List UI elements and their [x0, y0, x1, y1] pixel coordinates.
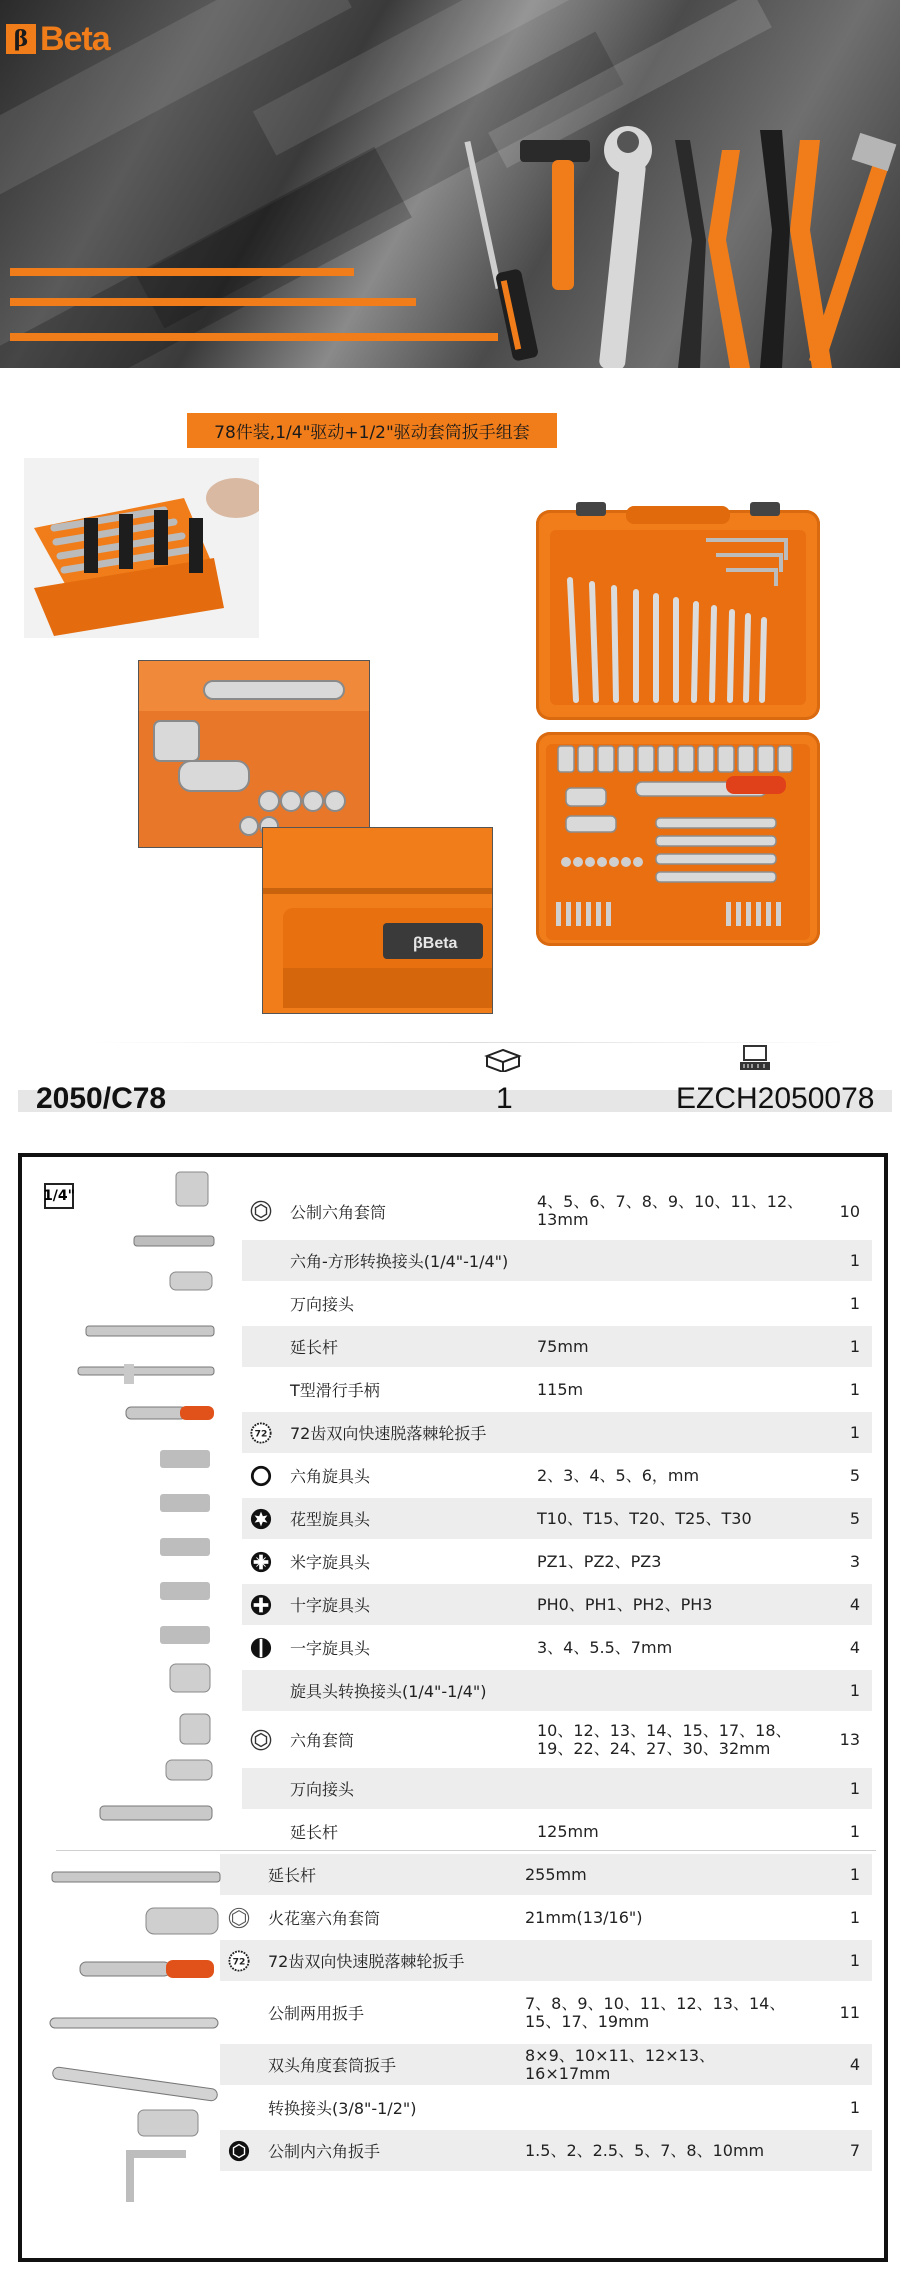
row-size	[537, 1412, 807, 1453]
row-size: 115m	[537, 1379, 584, 1399]
row-size	[537, 1768, 807, 1809]
row-size: 8×9、10×11、12×13、16×17mm	[525, 2045, 716, 2083]
row-name: 六角套筒	[290, 1731, 355, 1750]
row-size	[537, 1283, 807, 1324]
row-name: 公制两用扳手	[268, 2004, 365, 2023]
row-name: 万向接头	[290, 1780, 355, 1799]
row-size	[537, 1670, 807, 1711]
socket-half-thumb	[180, 1714, 210, 1744]
converter-thumb	[138, 2110, 198, 2136]
spark-socket-icon	[228, 1907, 250, 1929]
pozi-bit-icon	[250, 1551, 272, 1573]
table-row	[220, 1940, 872, 1981]
hand-tools-illustration	[460, 120, 900, 368]
table-row	[242, 1811, 872, 1852]
72-tooth-icon	[250, 1422, 272, 1444]
row-quantity: 10	[839, 1201, 860, 1221]
table-row	[220, 1897, 872, 1938]
row-name: 公制内六角扳手	[268, 2142, 381, 2161]
row-name: 旋具头转换接头(1/4"-1/4")	[290, 1682, 487, 1701]
row-quantity: 3	[849, 1552, 860, 1571]
universal-joint-half-thumb	[166, 1760, 212, 1780]
row-name: 万向接头	[290, 1295, 355, 1314]
row-size: 4、5、6、7、8、9、10、11、12、13mm	[537, 1192, 804, 1229]
row-quantity: 4	[849, 1638, 860, 1657]
hex-socket-icon	[250, 1200, 272, 1222]
72-tooth-icon	[228, 1950, 250, 1972]
table-row	[220, 1854, 872, 1895]
row-quantity: 1	[849, 2098, 860, 2117]
hex-bit-icon	[250, 1465, 272, 1487]
adapter-thumb	[134, 1236, 214, 1246]
row-size: 10、12、13、14、15、17、18、19、22、24、27、30、32mm	[537, 1720, 792, 1758]
hex-key-thumb	[126, 2150, 186, 2158]
row-size: 255mm	[525, 1864, 587, 1884]
table-row	[242, 1412, 872, 1453]
row-name: 六角-方形转换接头(1/4"-1/4")	[290, 1252, 509, 1271]
row-name: 72齿双向快速脱落棘轮扳手	[268, 1952, 465, 1971]
table-row	[220, 1983, 872, 2042]
row-quantity: 1	[849, 1908, 860, 1927]
table-row	[220, 2044, 872, 2085]
row-size: PH0、PH1、PH2、PH3	[537, 1594, 713, 1614]
table-row	[242, 1369, 872, 1410]
table-row	[242, 1713, 872, 1766]
row-quantity: 1	[849, 1951, 860, 1970]
row-name: 延长杆	[290, 1338, 339, 1357]
row-size: 125mm	[537, 1821, 599, 1841]
table-row	[242, 1670, 872, 1711]
spanner-tray-photo	[24, 458, 259, 638]
row-size: 3、4、5.5、7mm	[537, 1637, 673, 1657]
row-quantity: 5	[849, 1509, 860, 1528]
row-name: 六角旋具头	[290, 1467, 371, 1486]
extension-255-thumb	[52, 1872, 220, 1882]
table-row	[242, 1541, 872, 1582]
accent-stripe-3	[10, 333, 498, 341]
row-size	[525, 2087, 795, 2128]
table-row	[242, 1627, 872, 1668]
sockets-closeup-photo	[138, 660, 370, 848]
hex-key-icon	[228, 2140, 250, 2162]
row-size: 75mm	[537, 1336, 589, 1356]
torx-bit-icon	[250, 1508, 272, 1530]
svg-text:72: 72	[254, 1428, 268, 1440]
brand-logo[interactable]	[6, 19, 110, 58]
row-quantity: 1	[849, 1294, 860, 1313]
table-row	[242, 1240, 872, 1281]
row-quantity: 5	[849, 1466, 860, 1485]
svg-text:βBeta: βBeta	[413, 935, 458, 952]
row-quantity: 1	[849, 1337, 860, 1356]
package-icon	[483, 1046, 523, 1072]
tool-case-photo	[536, 500, 820, 950]
table-row	[242, 1283, 872, 1324]
row-quantity: 7	[849, 2141, 860, 2160]
phillips-bit-icon	[250, 1594, 272, 1616]
row-size: PZ1、PZ2、PZ3	[537, 1551, 662, 1571]
torx-bit-thumb	[160, 1494, 210, 1512]
row-name: 双头角度套筒扳手	[268, 2056, 397, 2075]
row-name: 火花塞六角套筒	[268, 1909, 381, 1928]
phillips-bit-thumb	[160, 1582, 210, 1600]
row-quantity: 13	[839, 1730, 860, 1749]
hero-banner	[0, 0, 900, 368]
row-name: 72齿双向快速脱落棘轮扳手	[290, 1424, 487, 1443]
table-row	[220, 2130, 872, 2171]
row-name: 十字旋具头	[290, 1596, 371, 1615]
row-quantity: 1	[849, 1380, 860, 1399]
row-name: 米字旋具头	[290, 1553, 371, 1572]
row-quantity: 1	[849, 1423, 860, 1442]
ratchet-half-thumb	[80, 1962, 170, 1976]
order-code: EZCH2050078	[676, 1082, 875, 1115]
product-code: 2050/C78	[36, 1082, 167, 1115]
hex-bit-thumb	[160, 1450, 210, 1468]
angled-wrench-thumb	[52, 2067, 218, 2102]
socket-thumb	[176, 1172, 208, 1206]
row-quantity: 1	[849, 1681, 860, 1700]
combination-wrench-thumb	[50, 2018, 218, 2028]
slotted-bit-thumb	[160, 1626, 210, 1644]
pozi-bit-thumb	[160, 1538, 210, 1556]
row-name: 花型旋具头	[290, 1510, 371, 1529]
row-quantity: 11	[839, 2003, 860, 2022]
row-quantity: 4	[849, 2055, 860, 2074]
row-quantity: 1	[849, 1822, 860, 1841]
slotted-bit-icon	[250, 1637, 272, 1659]
table-row	[242, 1326, 872, 1367]
row-size: 2、3、4、5、6，mm	[537, 1465, 700, 1485]
row-quantity: 1	[849, 1779, 860, 1798]
table-row	[242, 1184, 872, 1238]
row-size	[537, 1240, 807, 1281]
ratchet-thumb	[126, 1407, 186, 1419]
table-row	[242, 1584, 872, 1625]
bit-adapter-thumb	[170, 1664, 210, 1692]
t-handle-thumb	[78, 1367, 214, 1375]
table-row	[242, 1455, 872, 1496]
row-quantity: 1	[849, 1251, 860, 1270]
accent-stripe-2	[10, 298, 416, 306]
product-title: 78件装,1/4"驱动+1/2"驱动套筒扳手组套	[187, 413, 557, 448]
row-name: T型滑行手柄	[290, 1381, 380, 1400]
row-name: 转换接头(3/8"-1/2")	[268, 2099, 417, 2118]
component-thumbnails	[30, 1165, 230, 2255]
row-size: 1.5、2、2.5、5、7、8、10mm	[525, 2140, 765, 2160]
row-name: 公制六角套筒	[290, 1202, 387, 1222]
extension-thumb	[86, 1326, 214, 1336]
case-latch-photo	[262, 827, 493, 1014]
row-size: 21mm(13/16")	[525, 1907, 643, 1927]
divider	[90, 1042, 850, 1043]
row-size: T10、T15、T20、T25、T30	[537, 1508, 752, 1528]
extension-125-thumb	[100, 1806, 212, 1820]
table-row	[242, 1498, 872, 1539]
row-name: 延长杆	[268, 1866, 317, 1885]
row-size: 7、8、9、10、11、12、13、14、15、17、19mm	[525, 1993, 786, 2031]
table-row	[220, 2087, 872, 2128]
accent-stripe-1	[10, 268, 354, 276]
svg-text:72: 72	[232, 1956, 246, 1968]
pack-quantity: 1	[496, 1082, 513, 1115]
row-name: 延长杆	[290, 1823, 339, 1842]
spark-socket-thumb	[146, 1908, 218, 1934]
row-size	[525, 1940, 795, 1981]
table-row	[242, 1768, 872, 1809]
hex-socket-icon	[250, 1729, 272, 1751]
universal-joint-thumb	[170, 1272, 212, 1290]
beta-logo-text: Beta	[40, 19, 110, 58]
scanner-icon	[736, 1044, 776, 1074]
row-quantity: 1	[849, 1865, 860, 1884]
beta-logo-mark: β	[6, 24, 36, 54]
drive-size-badge: 1/4"	[44, 1183, 74, 1209]
row-name: 一字旋具头	[290, 1639, 371, 1658]
row-quantity: 4	[849, 1595, 860, 1614]
